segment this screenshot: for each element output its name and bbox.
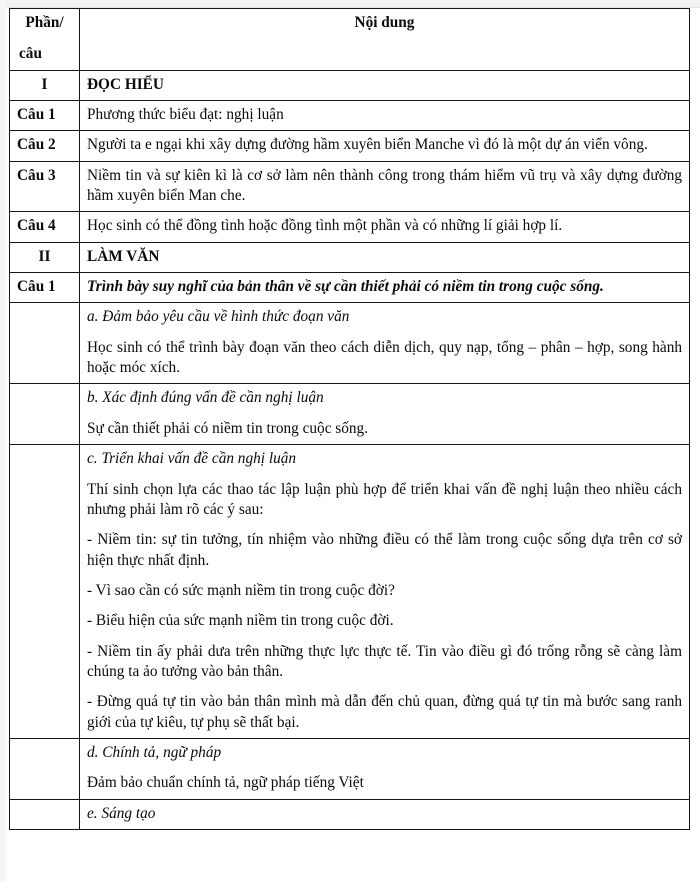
section-1-title: ĐỌC HIỂU	[80, 70, 690, 100]
table-row-section-2	[10, 242, 690, 272]
criterion-e-heading: e. Sáng tạo	[87, 804, 156, 822]
table-row-criterion-c	[10, 445, 690, 739]
criterion-c-bullet-2: - Biểu hiện của sức mạnh niềm tin trong cuộc đời.	[87, 612, 394, 630]
essay-prompt-label: Câu 1	[10, 273, 80, 303]
q3-answer-text: Niềm tin và sự kiên kì là cơ sở làm nên thành công trong thám hiểm vũ trụ và xây dựng đường hầm xuyên biển Man che.	[87, 166, 682, 205]
q2-answer	[80, 131, 690, 161]
criterion-a-heading: a. Đảm bảo yêu cầu về hình thức đoạn văn	[87, 308, 350, 326]
answer-key-table	[9, 8, 690, 830]
column-header-section-line1: Phần/	[25, 14, 64, 31]
q4-label: Câu 4	[10, 212, 80, 242]
q4-answer-text: Học sinh có thể đồng tình hoặc đồng tình một phần và có những lí giải hợp lí.	[87, 217, 563, 235]
criterion-b-text: Sự cần thiết phải có niềm tin trong cuộc sống.	[87, 419, 369, 437]
table-row-q3	[10, 161, 690, 212]
criterion-a-label-spacer	[10, 303, 80, 384]
essay-prompt-text: Trình bày suy nghĩ của bản thân về sự cần thiết phải có niềm tin trong cuộc sống.	[87, 278, 604, 296]
criterion-b-heading: b. Xác định đúng vấn đề cần nghị luận	[87, 389, 324, 407]
q1-answer	[80, 101, 690, 131]
criterion-d-heading: d. Chính tả, ngữ pháp	[87, 743, 222, 761]
q1-answer-text: Phương thức biểu đạt: nghị luận	[87, 106, 284, 124]
column-header-content: Nội dung	[80, 9, 690, 71]
essay-prompt-text-cell	[80, 273, 690, 303]
table-row-criterion-e	[10, 799, 690, 829]
section-1-label: I	[10, 70, 80, 100]
scan-edge-top	[0, 0, 700, 8]
criterion-e-cell	[80, 799, 690, 829]
criterion-d-cell	[80, 738, 690, 799]
table-row-criterion-d	[10, 738, 690, 799]
criterion-c-heading: c. Triển khai vấn đề cần nghị luận	[87, 450, 297, 468]
q2-label: Câu 2	[10, 131, 80, 161]
scan-edge-left	[0, 0, 6, 882]
q3-label: Câu 3	[10, 161, 80, 212]
criterion-d-text: Đảm bảo chuẩn chính tả, ngữ pháp tiếng Việt	[87, 774, 364, 792]
criterion-b-cell	[80, 384, 690, 445]
table-row-criterion-b	[10, 384, 690, 445]
criterion-c-bullet-4: - Đừng quá tự tin vào bản thân mình mà dẫn đến chủ quan, đừng quá tự tin mà bước sang ranh giới của tự kiêu, tự phụ sẽ thất bại.	[87, 693, 682, 731]
criterion-a-cell	[80, 303, 690, 384]
table-row-essay-prompt	[10, 273, 690, 303]
table-header-row	[10, 9, 690, 71]
q1-label: Câu 1	[10, 101, 80, 131]
q2-answer-text: Người ta e ngại khi xây dựng đường hầm xuyên biển Manche vì đó là một dự án viển vông.	[87, 136, 648, 154]
criterion-c-intro: Thí sinh chọn lựa các thao tác lập luận phù hợp để triển khai vấn đề nghị luận theo nhiều cách nhưng phải làm rõ các ý sau:	[87, 480, 682, 518]
criterion-b-label-spacer	[10, 384, 80, 445]
criterion-c-cell	[80, 445, 690, 739]
criterion-c-bullet-1: - Vì sao cần có sức mạnh niềm tin trong cuộc đời?	[87, 581, 395, 599]
section-2-title: LÀM VĂN	[80, 242, 690, 272]
column-header-section-line2: câu	[19, 45, 42, 63]
table-row-section-1	[10, 70, 690, 100]
table-row-q4	[10, 212, 690, 242]
q4-answer	[80, 212, 690, 242]
criterion-c-bullet-3: - Niềm tin ấy phải dưa trên những thực lực thực tế. Tin vào điều gì đó trống rỗng sẽ càng làm chúng ta ảo tưởng vào bản thân.	[87, 642, 682, 680]
table-row-q2	[10, 131, 690, 161]
table-row-criterion-a	[10, 303, 690, 384]
criterion-c-label-spacer	[10, 445, 80, 739]
table-row-q1	[10, 101, 690, 131]
criterion-e-label-spacer	[10, 799, 80, 829]
section-2-label: II	[10, 242, 80, 272]
criterion-c-bullet-0: - Niềm tin: sự tin tưởng, tín nhiệm vào những điều có thể làm trong cuộc sống dựa trên cơ sở hiện thực nhất định.	[87, 531, 682, 569]
q3-answer	[80, 161, 690, 212]
column-header-section	[10, 9, 80, 71]
criterion-d-label-spacer	[10, 738, 80, 799]
criterion-a-text: Học sinh có thể trình bày đoạn văn theo cách diễn dịch, quy nạp, tổng – phân – hợp, song hành hoặc móc xích.	[87, 338, 682, 377]
